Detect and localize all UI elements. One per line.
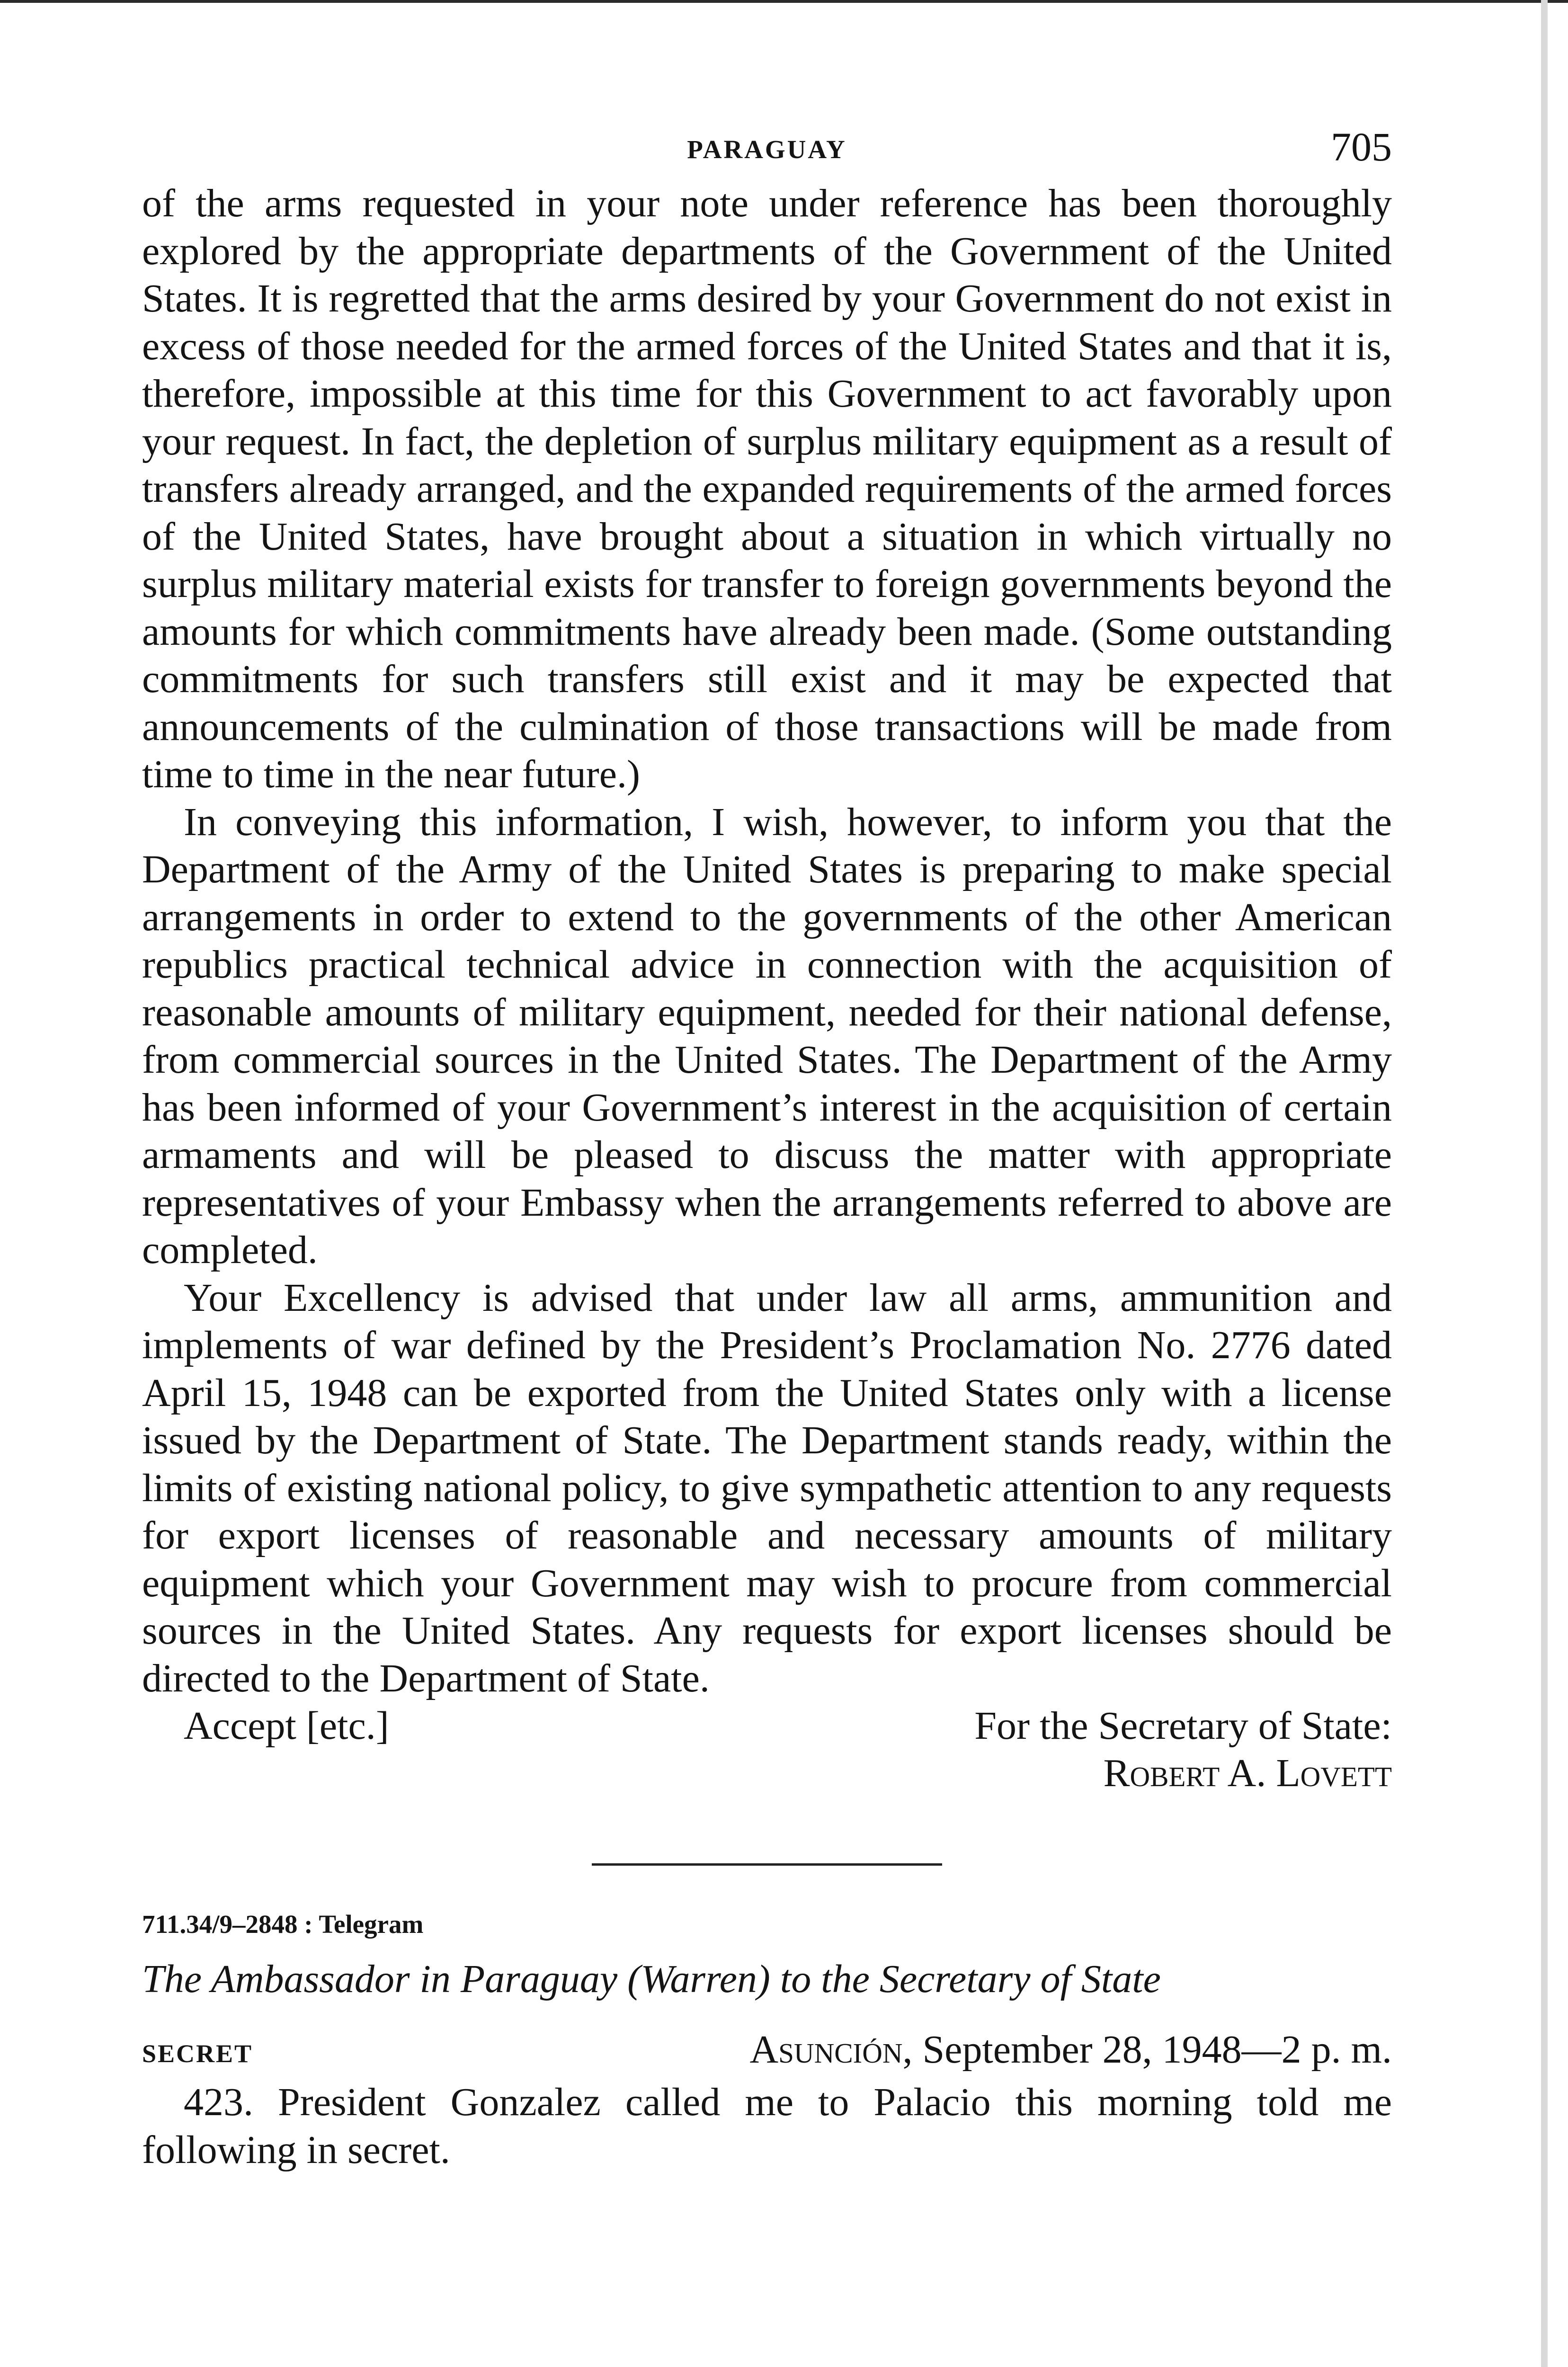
page-number: 705 — [1331, 124, 1392, 169]
signer-name: Robert A. Lovett — [1103, 1751, 1392, 1795]
accept-line: Accept [etc.] — [184, 1704, 389, 1748]
document-title: The Ambassador in Paraguay (Warren) to the Secretary of State — [142, 1957, 1161, 2001]
letter-closing — [142, 1702, 1392, 1806]
telegram-message: 423. President Gonzalez called me to Palacio this morning told me following in secret. — [142, 2080, 1392, 2172]
scan-top-rule — [0, 0, 1568, 3]
page-header — [142, 123, 1392, 180]
file-reference: 711.34/9–2848 : Telegram — [142, 1910, 424, 1939]
place-name: Asunción — [749, 2028, 903, 2072]
scan-right-edge — [1541, 0, 1548, 2367]
document-page — [142, 123, 1392, 2174]
body-paragraph-1: of the arms requested in your note under reference has been thoroughly explored by the appropriate departments of the Government of the United States. It is regretted that the arms desired by your Government do not exist in excess of those needed for the armed forces of the United States and that it is, therefore, impossible at this time for this Government to act favorably upon your request. In fact, the depletion of surplus military equipment as a result of transfers already arranged, and the expanded requirements of the armed forces of the United States, have brought about a situation in which virtually no surplus military material exists for transfer to foreign governments beyond the amounts for which commitments have already been made. (Some outstanding commitments for such transfers still exist and it may be expected that announcements of the culmination of those transactions will be made from time to time in the near future.) — [142, 181, 1392, 796]
dateline — [142, 2027, 1392, 2079]
classification-label: SECRET — [142, 2039, 253, 2068]
for-secretary-line: For the Secretary of State: — [974, 1704, 1392, 1748]
date-time: , September 28, 1948—2 p. m. — [902, 2028, 1392, 2072]
place-date — [750, 2027, 1392, 2073]
section-divider — [592, 1863, 942, 1866]
body-paragraph-2: In conveying this information, I wish, however, to inform you that the Department of the Army of the United States is preparing to make special arrangements in order to extend to the governments of the other American republics practical technical advice in connection with the acquisition of reasonable amounts of military equipment, needed for their national defense, from commercial sources in the United States. The Department of the Army has been informed of your Government’s interest in the acquisition of certain armaments and will be pleased to discuss the matter with appropriate representatives of your Embassy when the arrangements referred to above are completed. — [142, 800, 1392, 1272]
running-head: PARAGUAY — [687, 135, 847, 164]
letter-body — [142, 180, 1392, 1702]
body-paragraph-3: Your Excellency is advised that under law all arms, ammunition and implements of war defined by the President’s Proclamation No. 2776 dated April 15, 1948 can be exported from the United States only with a license issued by the Department of State. The Department stands ready, within the limits of existing national policy, to give sympathetic attention to any requests for export licenses of reasonable and necessary amounts of military equipment which your Government may wish to procure from commercial sources in the United States. Any requests for export licenses should be directed to the Department of State. — [142, 1275, 1392, 1700]
